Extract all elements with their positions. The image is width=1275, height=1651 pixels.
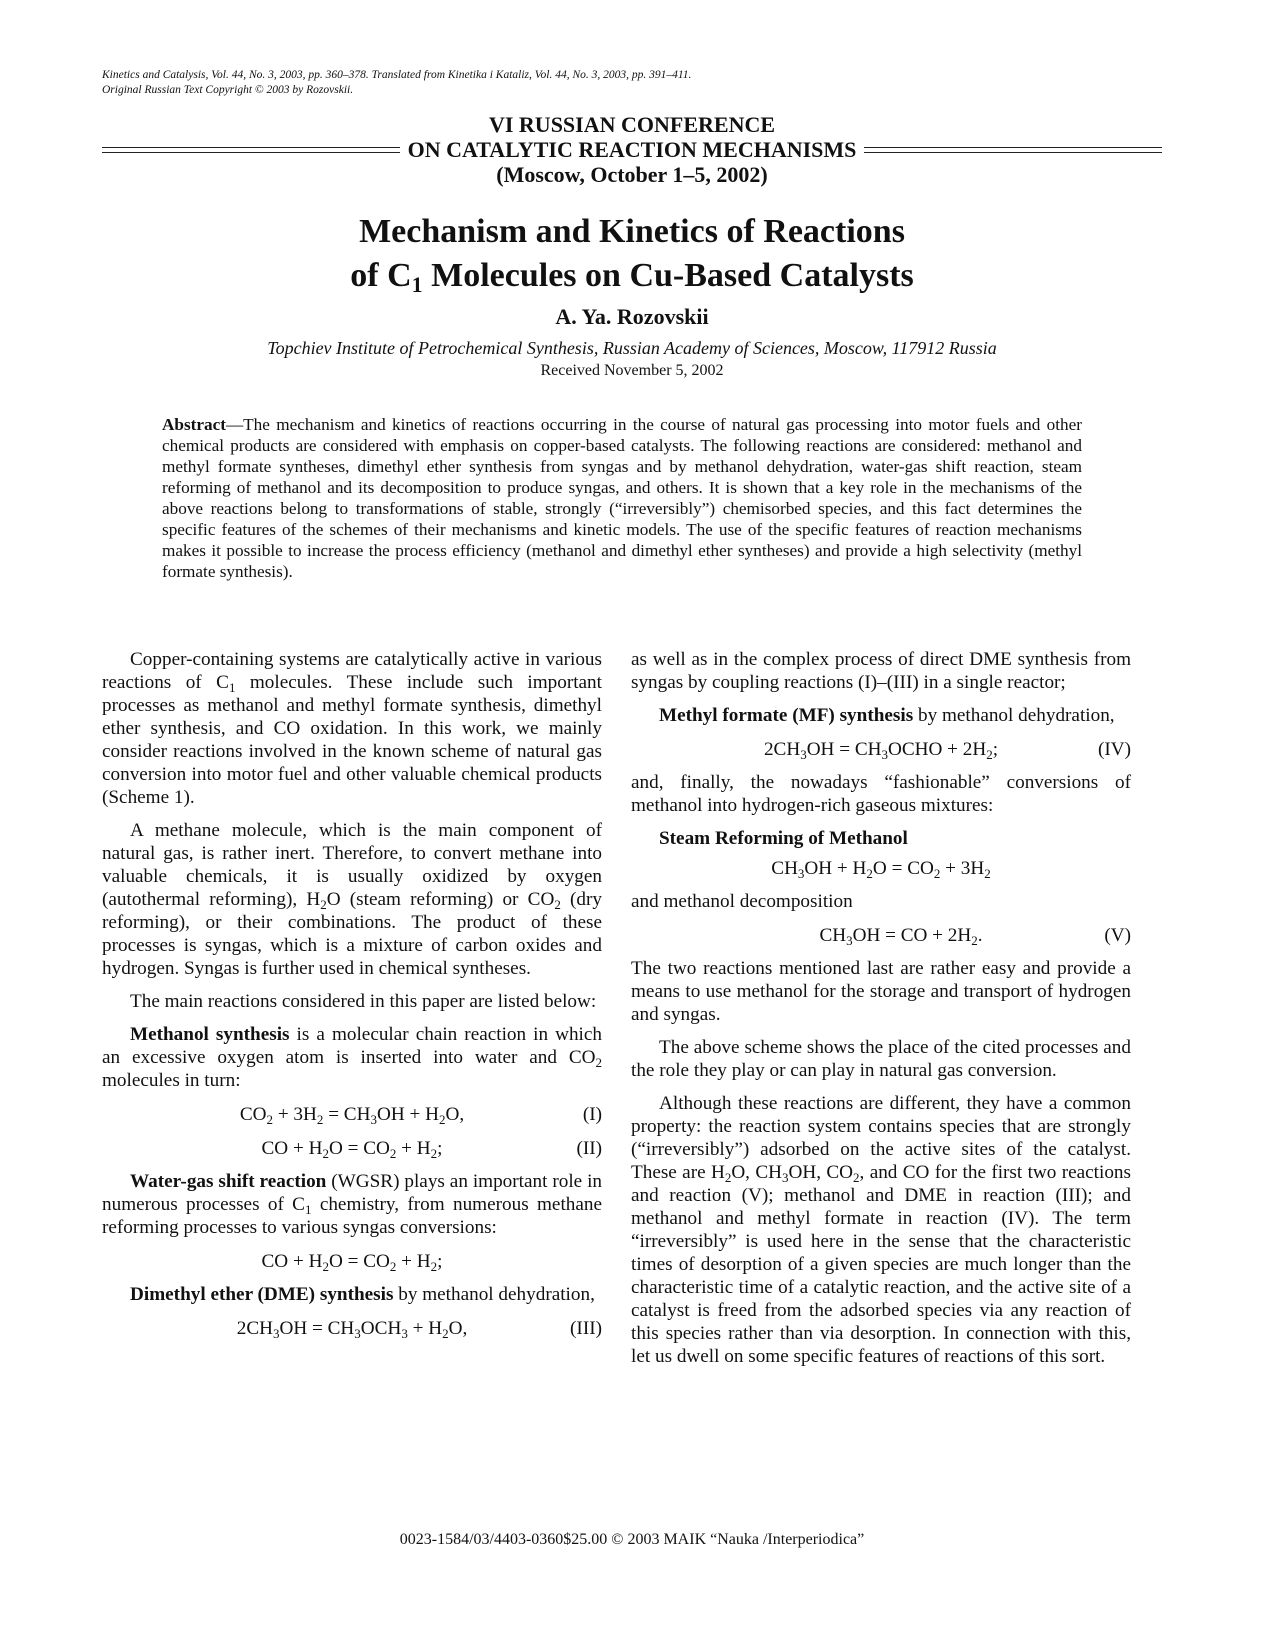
paragraph: and, finally, the nowadays “fashionable” conversions of methanol into hydrogen-rich gaseous mixtures: bbox=[631, 772, 1131, 816]
equation-steam-reforming: $CH_3OH + H_2O = CO_2 + 3H_2$ bbox=[771, 858, 991, 881]
paragraph: Methanol synthesis is a molecular chain reaction in which an excessive oxygen atom is inserted into water and $CO_2$ molecules in turn: bbox=[102, 1024, 602, 1091]
paragraph: as well as in the complex process of direct DME synthesis from syngas by coupling reactions (I)–(III) in a single reactor; bbox=[631, 649, 1131, 693]
paragraph: A methane molecule, which is the main component of natural gas, is rather inert. Therefore, to convert methane into valuable chemicals, it is usually oxidized by oxygen (autothermal reforming), $H_2O$ (steam reforming) or $CO_2$ (dry reforming), or their combinations. The product of these processes is syngas, which is a mixture of carbon oxides and hydrogen. Syngas is further used in chemical syntheses. bbox=[102, 820, 602, 979]
paragraph: The above scheme shows the place of the cited processes and the role they play or can play in natural gas conversion. bbox=[631, 1037, 1131, 1081]
title-line-1: Mechanism and Kinetics of Reactions bbox=[359, 213, 905, 250]
equation-number: (I) bbox=[582, 1104, 602, 1125]
double-rule-left bbox=[102, 147, 400, 153]
article-title bbox=[102, 210, 1162, 298]
paragraph: The main reactions considered in this paper are listed below: bbox=[130, 991, 597, 1012]
author: A. Ya. Rozovskii bbox=[555, 304, 709, 329]
copyright-footer: 0023-1584/03/4403-0360$25.00 © 2003 MAIK “Nauka /Interperiodica” bbox=[399, 1531, 865, 1548]
paragraph: Dimethyl ether (DME) synthesis by methanol dehydration, bbox=[130, 1284, 595, 1305]
right-column bbox=[631, 648, 1131, 1378]
citation-header bbox=[102, 68, 1162, 98]
abstract bbox=[162, 414, 1082, 582]
affiliation: Topchiev Institute of Petrochemical Synthesis, Russian Academy of Sciences, Moscow, 117912 Russia bbox=[267, 338, 997, 358]
citation-line-2: Original Russian Text Copyright © 2003 by Rozovskii. bbox=[102, 84, 354, 96]
equation-V: $CH_3OH$ = CO + $2H_2$. (V) bbox=[819, 925, 1131, 948]
conference-line-3: (Moscow, October 1–5, 2002) bbox=[496, 162, 768, 187]
equation-number: (V) bbox=[1104, 925, 1131, 946]
received-date: Received November 5, 2002 bbox=[540, 362, 724, 379]
equation-I: $CO_2 + 3H_2 = CH_3OH + H_2O$, (I) bbox=[239, 1104, 602, 1127]
equation-number: (II) bbox=[576, 1138, 602, 1159]
equation-number: (III) bbox=[570, 1318, 602, 1339]
paragraph: Copper-containing systems are catalytically active in various reactions of $C_1$ molecules. These include such important processes as methanol and methyl formate synthesis, dimethyl ether synthesis, and CO oxidation. In this work, we mainly consider reactions involved in the known scheme of natural gas conversion into motor fuel and other valuable chemical products (Scheme 1). bbox=[102, 649, 602, 808]
paragraph: and methanol decomposition bbox=[631, 891, 853, 912]
paragraph: Methyl formate (MF) synthesis by methanol dehydration, bbox=[659, 705, 1115, 726]
paragraph: Although these reactions are different, they have a common property: the reaction system contains species that are strongly (“irreversibly”) adsorbed on the active sites of the catalyst. These are $H_2O$, $CH_3OH$, $CO_2$, and CO for the first two reactions and reaction (V); methanol and DME in reaction (III); and methanol and methyl formate in reaction (IV). The term “irreversibly” is used here in the sense that the characteristic times of desorption of a given species are much longer than the characteristic time of a catalytic reaction, and the active site of a catalyst is freed from the adsorbed species via any reaction of this species rather than via desorption. In connection with this, let us dwell on some specific features of reactions of this sort. bbox=[631, 1093, 1131, 1367]
equation-III: $2CH_3OH = CH_3OCH_3 + H_2O$, (III) bbox=[236, 1318, 602, 1341]
double-rule-right bbox=[864, 147, 1162, 153]
citation-line-1: Kinetics and Catalysis, Vol. 44, No. 3, 2003, pp. 360–378. Translated from Kinetika i Kataliz, Vol. 44, No. 3, 2003, pp. 391–411. bbox=[102, 69, 692, 81]
conference-header bbox=[102, 112, 1162, 187]
left-column bbox=[102, 648, 602, 1350]
equation-wgsr: CO + $H_2O = CO_2 + H_2$; bbox=[261, 1251, 443, 1274]
abstract-text: —The mechanism and kinetics of reactions occurring in the course of natural gas processing into motor fuels and other chemical products are considered with emphasis on copper-based catalysts. The following reactions are considered: methanol and methyl formate syntheses, dimethyl ether synthesis from syngas and by methanol dehydration, water-gas shift reaction, steam reforming of methanol and its decomposition to produce syngas, and others. It is shown that a key role in the mechanisms of the above reactions belong to transformations of stable, strongly (“irreversibly”) chemisorbed species, and this fact determines the specific features of the schemes of their mechanisms and kinetic models. The use of the specific features of reaction mechanisms makes it possible to increase the process efficiency (methanol and dimethyl ether syntheses) and provide a high selectivity (methyl formate synthesis). bbox=[162, 415, 1082, 581]
conference-line-2: ON CATALYTIC REACTION MECHANISMS bbox=[407, 137, 857, 162]
paragraph: The two reactions mentioned last are rather easy and provide a means to use methanol for the storage and transport of hydrogen and syngas. bbox=[631, 958, 1131, 1025]
section-heading: Steam Reforming of Methanol bbox=[659, 828, 908, 849]
abstract-label: Abstract bbox=[162, 415, 226, 434]
equation-IV: $2CH_3OH$ = $CH_3OCHO + 2H_2$; (IV) bbox=[763, 739, 1131, 762]
equation-II: CO + $H_2O = CO_2 + H_2$; (II) bbox=[261, 1138, 602, 1161]
paragraph: Water-gas shift reaction (WGSR) plays an important role in numerous processes of $C_1$ chemistry, from numerous methane reforming processes to various syngas conversions: bbox=[102, 1171, 603, 1238]
conference-line-1: VI RUSSIAN CONFERENCE bbox=[488, 112, 776, 137]
title-line-2: of $C_1$ Molecules on Cu-Based Catalysts bbox=[350, 257, 914, 297]
conference-rule-line bbox=[102, 137, 1162, 162]
equation-number: (IV) bbox=[1097, 739, 1131, 760]
